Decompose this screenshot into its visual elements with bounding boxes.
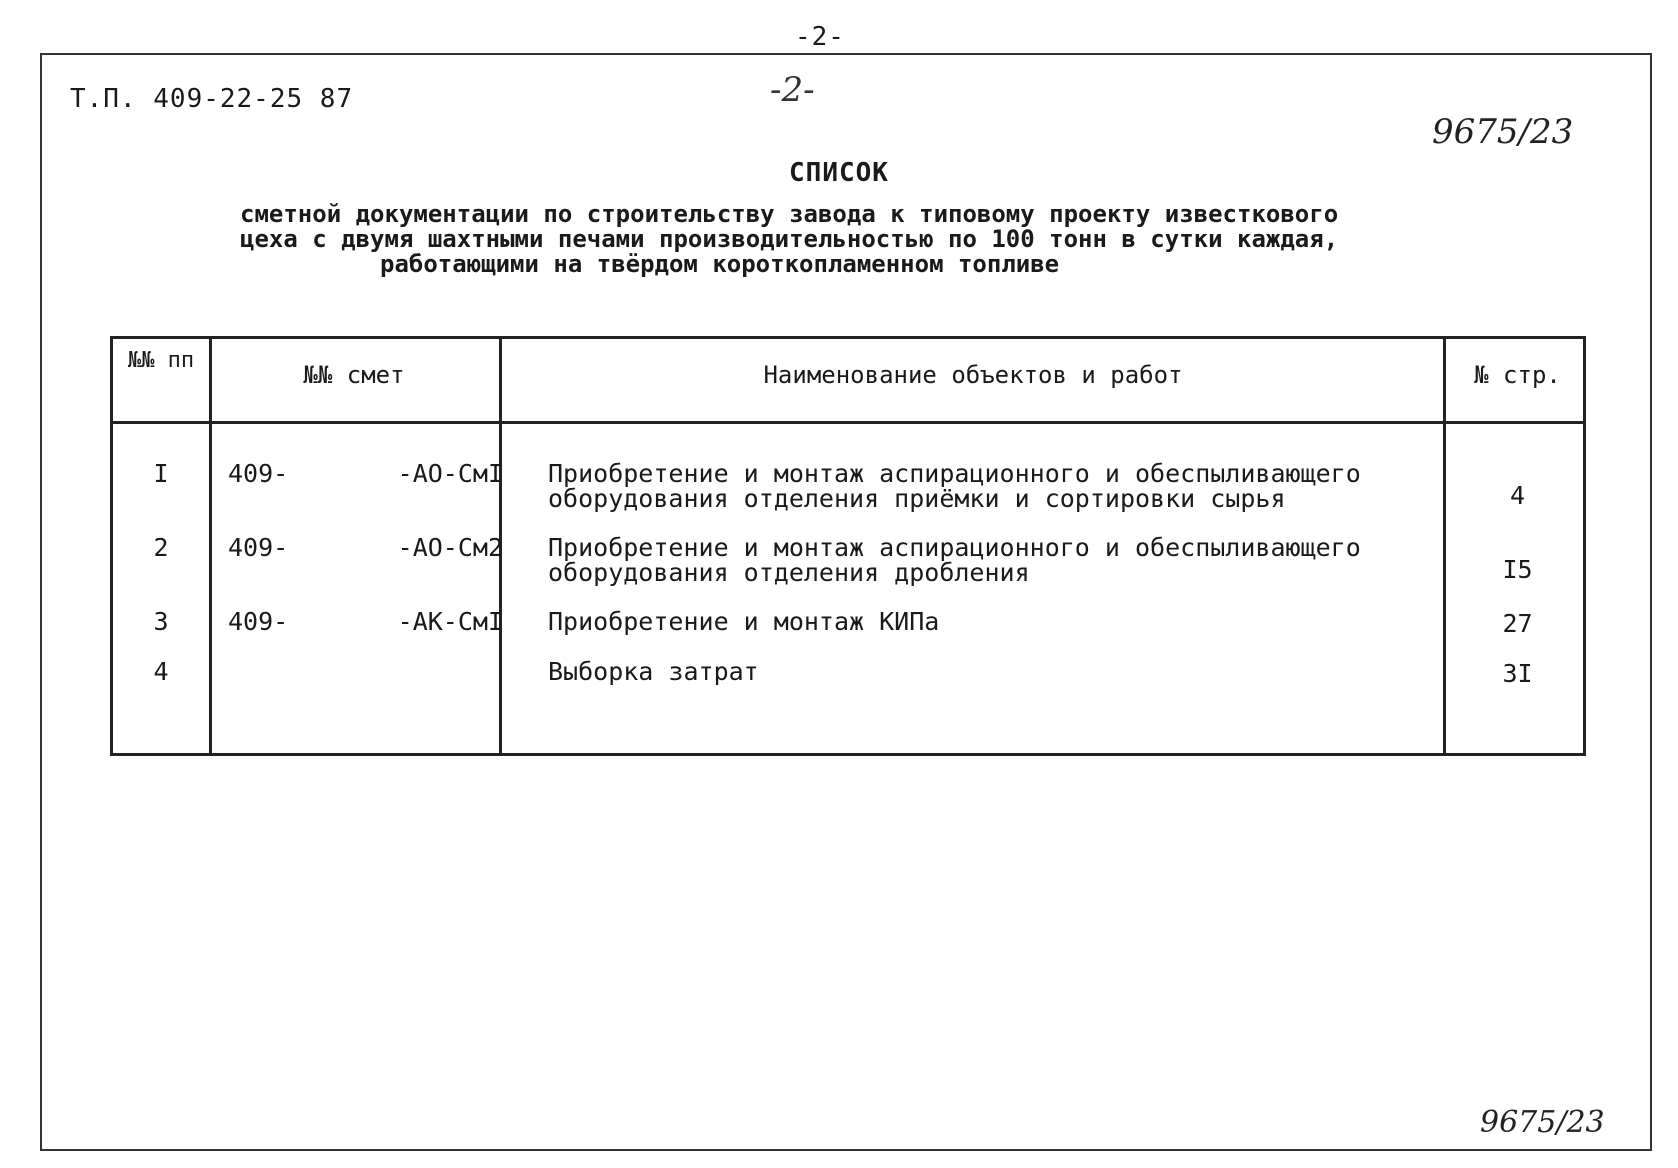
row-number: I (153, 459, 169, 488)
sheet-id-bottom: 9675/23 (1480, 1105, 1605, 1140)
header-pp: №№ пп (127, 348, 195, 373)
smeta-suffix: -АО-СмI (397, 459, 503, 488)
header-divider (113, 421, 1583, 424)
row-number: 4 (153, 657, 169, 686)
subtitle-line: цеха с двумя шахтными печами производительностью по 100 тонн в сутки каждая, (240, 225, 1339, 253)
page-ref: 27 (1502, 609, 1533, 638)
row-number: 2 (153, 533, 169, 562)
smeta-suffix: -АК-СмI (397, 607, 503, 636)
page-number: -2- (795, 22, 845, 52)
work-name: Приобретение и монтаж аспирационного и обеспыливающего оборудования отделения дробления (548, 533, 1361, 587)
subtitle-line: сметной документации по строительству завода к типовому проекту известкового (240, 200, 1339, 228)
work-name: Приобретение и монтаж аспирационного и обеспыливающего оборудования отделения приёмки и сортировки сырья (548, 459, 1361, 513)
column-divider (1443, 339, 1446, 753)
estimates-table (110, 336, 1586, 756)
page-ref: I5 (1502, 555, 1533, 584)
document-code: Т.П. 409-22-25 87 (70, 84, 354, 114)
header-name: Наименование объектов и работ (763, 361, 1183, 389)
handwritten-page-mark: -2- (770, 70, 815, 110)
document-subtitle (240, 202, 1490, 277)
document-title: СПИСОК (789, 158, 889, 188)
page-ref: 4 (1509, 481, 1526, 510)
smeta-prefix: 409- (228, 607, 289, 636)
row-number: 3 (153, 607, 169, 636)
smeta-prefix: 409- (228, 533, 289, 562)
page-ref: 3I (1502, 659, 1533, 688)
smeta-suffix: -АО-См2 (397, 533, 503, 562)
smeta-prefix: 409- (228, 459, 289, 488)
header-smet: №№ смет (303, 361, 405, 389)
header-page: № стр. (1474, 361, 1561, 389)
work-name: Приобретение и монтаж КИПа (548, 607, 940, 636)
work-name: Выборка затрат (548, 657, 759, 686)
subtitle-line: работающими на твёрдом короткопламенном топливе (380, 250, 1060, 278)
sheet-id-top: 9675/23 (1432, 112, 1574, 152)
column-divider (209, 339, 212, 753)
